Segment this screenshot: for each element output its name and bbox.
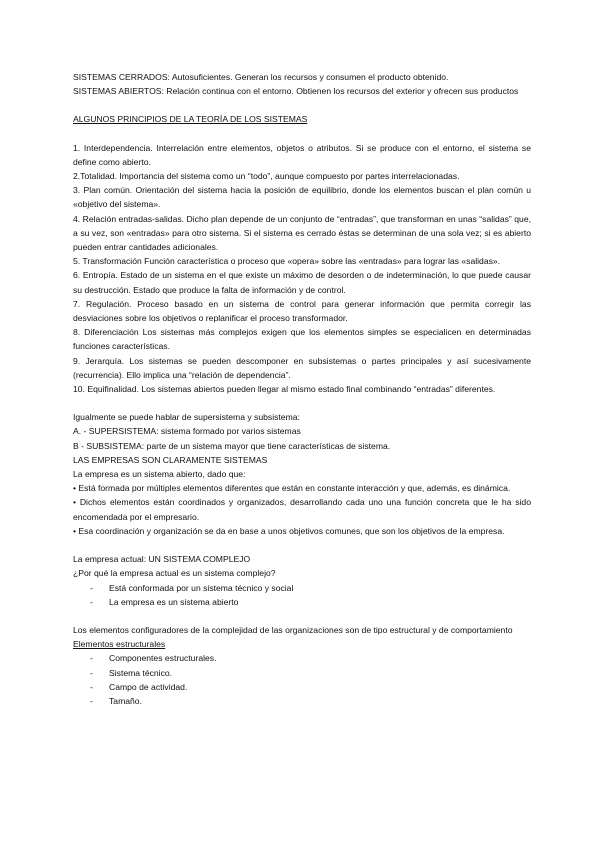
complex-system-list bbox=[73, 581, 531, 609]
list-item: - Campo de actividad. bbox=[73, 680, 531, 694]
list-item: - La empresa es un sistema abierto bbox=[73, 595, 531, 609]
complex-system-question: ¿Por qué la empresa actual es un sistema complejo? bbox=[73, 568, 276, 579]
supersystem-intro: Igualmente se puede hablar de supersistema y subsistema: bbox=[73, 412, 300, 423]
subsystem-definition: B - SUBSISTEMA: parte de un sistema mayor que tiene características de sistema. bbox=[73, 440, 391, 451]
principle-plan-comun: 3. Plan común. Orientación del sistema hacia la posición de equilibrio, donde los elementos buscan el plan común u «objetivo del sistema». bbox=[73, 185, 531, 210]
principle-entradas-salidas: 4. Relación entradas-salidas. Dicho plan depende de un conjunto de “entradas”, que transforman en unas “salidas” que, a su vez, son «entradas» para otro sistema. Si el sistema es cerrado éstas se determinan de una sola vez; si es abierto pueden entrar cantidades adicionales. bbox=[73, 213, 531, 253]
open-systems-definition: SISTEMAS ABIERTOS: Relación continua con el entorno. Obtienen los recursos del exterior y ofrecen sus productos bbox=[73, 86, 519, 97]
principle-totalidad: 2.Totalidad. Importancia del sistema como un “todo”, aunque compuesto por partes interrelacionadas. bbox=[73, 171, 460, 182]
principle-jerarquia: 9. Jerarquía. Los sistemas se pueden descomponer en subsistemas o partes principales y así sucesivamente (recurrencia). Ello implica una “relación de dependencia”. bbox=[73, 355, 531, 380]
bullet-common-objectives: • Esa coordinación y organización se da en base a unos objetivos comunes, que son los objetivos de la empresa. bbox=[73, 525, 505, 536]
complex-system-title: La empresa actual: UN SISTEMA COMPLEJO bbox=[73, 554, 251, 565]
principle-regulacion: 7. Regulación. Proceso basado en un sistema de control para generar información que permita corregir las desviaciones sobre los objetivos o replanificar el proceso transformador. bbox=[73, 298, 531, 324]
bullet-multiple-elements: • Está formada por múltiples elementos diferentes que están en constante interacción y que, además, es dinámica. bbox=[73, 483, 511, 494]
complexity-elements-intro: Los elementos configuradores de la complejidad de las organizaciones son de tipo estructural y de comportamiento bbox=[73, 624, 513, 635]
principle-transformacion: 5. Transformación Función característica o proceso que «opera» sobre las «entradas» para lograr las «salidas». bbox=[73, 256, 501, 267]
principle-entropia: 6. Entropía. Estado de un sistema en el que existe un máximo de desorden o de indeterminación, lo que puede causar su destrucción. Estado que produce la falta de información y de control. bbox=[73, 270, 531, 295]
open-system-statement: La empresa es un sistema abierto, dado que: bbox=[73, 469, 246, 480]
principle-equifinalidad: 10. Equifinalidad. Los sistemas abiertos pueden llegar al mismo estado final combinando “entradas” diferentes. bbox=[73, 384, 496, 395]
principles-heading: ALGUNOS PRINCIPIOS DE LA TEORÍA DE LOS SISTEMAS bbox=[73, 114, 308, 125]
principle-diferenciacion: 8. Diferenciación Los sistemas más complejos exigen que los elementos simples se especialicen en determinadas funciones características. bbox=[73, 327, 531, 352]
list-item: - Componentes estructurales. bbox=[73, 651, 531, 665]
document-body bbox=[73, 70, 531, 708]
structural-elements-list bbox=[73, 651, 531, 708]
companies-systems-heading: LAS EMPRESAS SON CLARAMENTE SISTEMAS bbox=[73, 454, 268, 465]
list-item: - Tamaño. bbox=[73, 694, 531, 708]
bullet-coordinated-elements: • Dichos elementos están coordinados y organizados, desarrollando cada uno una función concreta que le ha sido encomendada por el empresario. bbox=[73, 497, 531, 522]
principle-interdependencia: 1. Interdependencia. Interrelación entre elementos, objetos o atributos. Si se produce con el entorno, el sistema se define como abierto. bbox=[73, 142, 531, 167]
list-item: - Sistema técnico. bbox=[73, 666, 531, 680]
supersystem-definition: A. - SUPERSISTEMA: sistema formado por varios sistemas bbox=[73, 426, 301, 437]
list-item: - Está conformada por un sistema técnico y social bbox=[73, 581, 531, 595]
structural-elements-heading: Elementos estructurales bbox=[73, 639, 166, 650]
closed-systems-definition: SISTEMAS CERRADOS: Autosuficientes. Generan los recursos y consumen el producto obtenido. bbox=[73, 72, 449, 82]
